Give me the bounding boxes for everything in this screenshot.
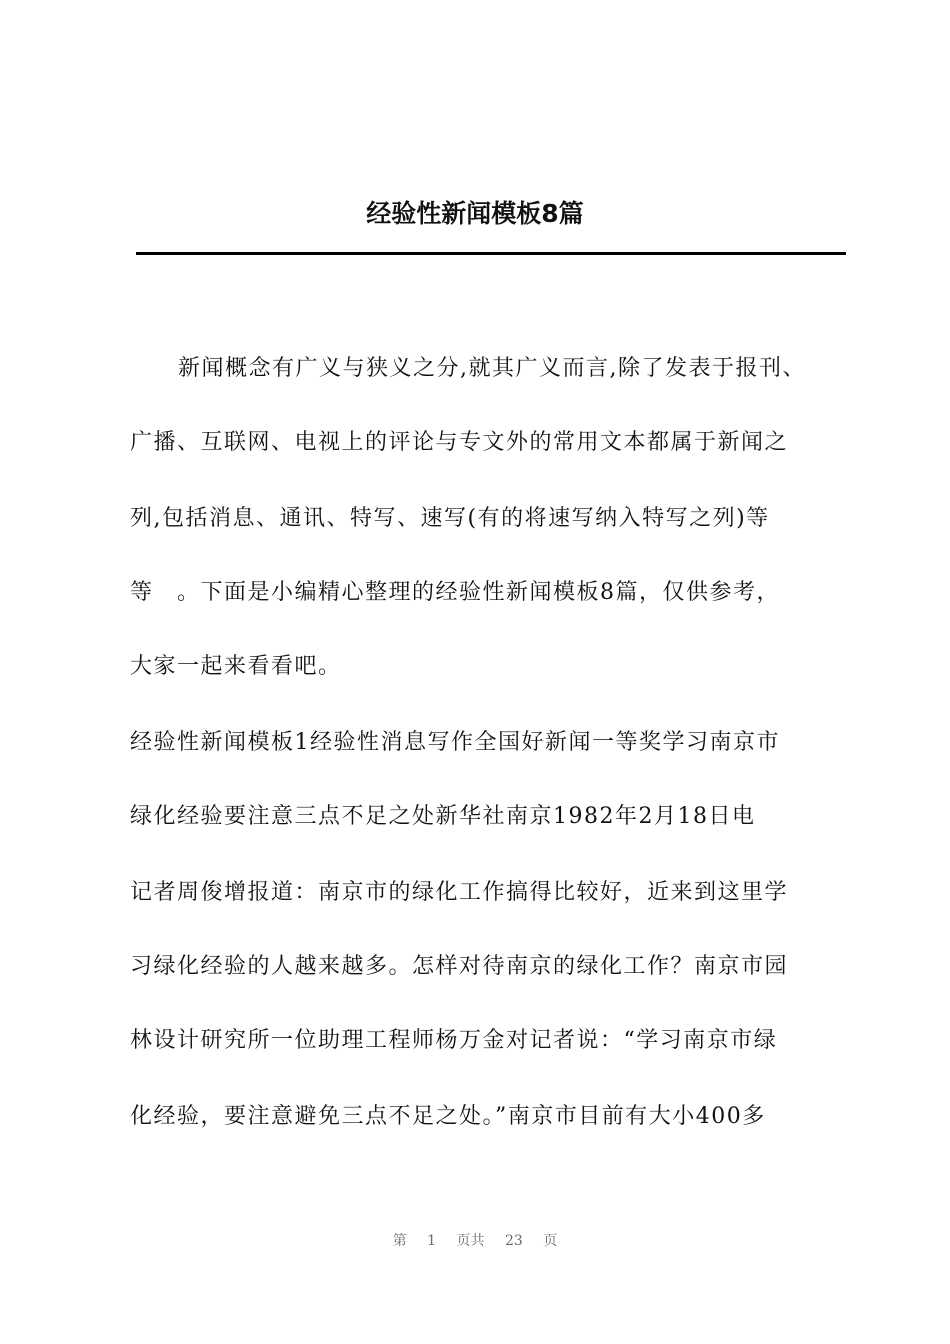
- page-footer: [0, 1230, 950, 1250]
- body-line-9: 习绿化经验的人越来越多。怎样对待南京的绿化工作？南京市园: [130, 954, 789, 979]
- body-line-4: 等 。下面是小编精心整理的经验性新闻模板8篇，仅供参考，: [130, 580, 780, 605]
- body-line-7: 绿化经验要注意三点不足之处新华社南京1982年2月18日电: [130, 804, 756, 829]
- body-line-1: 新闻概念有广义与狭义之分,就其广义而言,除了发表于报刊、: [178, 356, 806, 381]
- body-line-3: 列,包括消息、通讯、特写、速写(有的将速写纳入特写之列)等: [130, 506, 770, 531]
- title-divider: [136, 252, 846, 255]
- body-line-5: 大家一起来看看吧。: [130, 654, 342, 679]
- body-line-6: 经验性新闻模板1经验性消息写作全国好新闻一等奖学习南京市: [130, 730, 780, 755]
- body-line-10: 林设计研究所一位助理工程师杨万金对记者说：“学习南京市绿: [130, 1028, 778, 1053]
- body-line-2: 广播、互联网、电视上的评论与专文外的常用文本都属于新闻之: [130, 430, 789, 455]
- footer-page-middle: 页共: [456, 1233, 485, 1249]
- footer-page-number: 1: [427, 1233, 437, 1249]
- footer-page-prefix: 第: [392, 1233, 407, 1249]
- body-line-11: 化经验，要注意避免三点不足之处。”南京市目前有大小400多: [130, 1104, 766, 1129]
- footer-page-suffix: 页: [543, 1233, 558, 1249]
- footer-page-total: 23: [505, 1233, 523, 1249]
- document-title: 经验性新闻模板8篇: [366, 199, 584, 228]
- body-line-8: 记者周俊增报道：南京市的绿化工作搞得比较好，近来到这里学: [130, 880, 789, 905]
